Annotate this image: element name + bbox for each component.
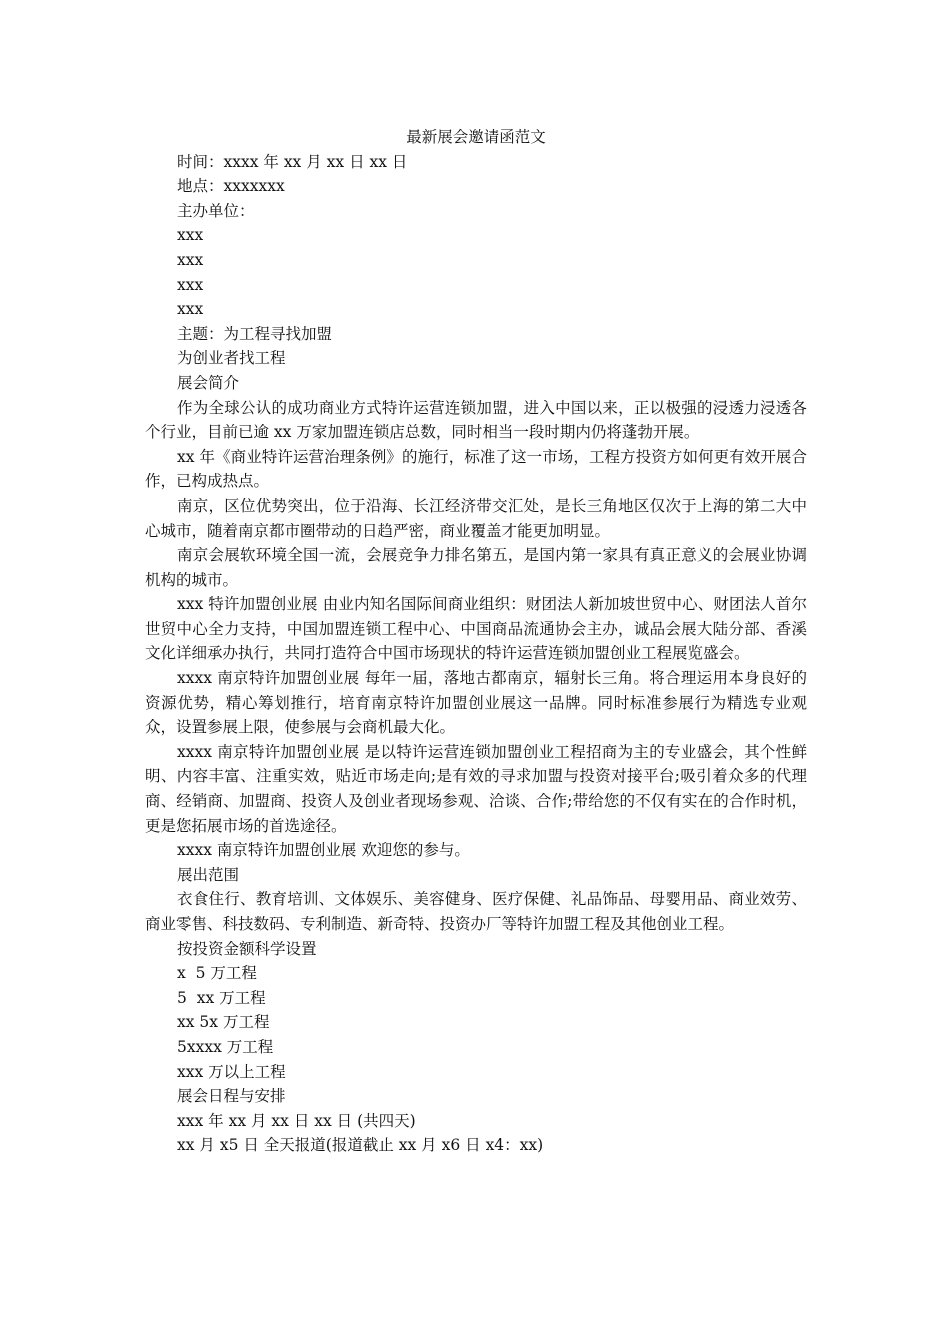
document-title: 最新展会邀请函范文 [406, 128, 546, 146]
intro-paragraph: xx 年《商业特许运营治理条例》的施行，标准了这一市场，工程方投资方如何更有效开展合作，已构成热点。 [145, 447, 807, 491]
theme-line-2: 为创业者找工程 [177, 349, 286, 368]
investment-item: xxx 万以上工程 [177, 1062, 286, 1081]
organizer-item: xxx [177, 300, 204, 319]
intro-paragraph: 南京会展软环境全国一流，会展竞争力排名第五，是国内第一家具有真正意义的会展业协调机构的城市。 [145, 546, 807, 589]
investment-item: 5xxxx 万工程 [177, 1037, 274, 1056]
intro-paragraph: xxxx 南京特许加盟创业展 每年一届，落地古都南京，辐射长三角。将合理运用本身良好的资源优势，精心筹划推行，培育南京特许加盟创业展这一品牌。同时标准参展行为精选专业观众，设置参展上限，使参展与会商机最大化。 [145, 669, 807, 737]
organizer-item: xxx [177, 275, 204, 294]
scope-heading: 展出范围 [177, 865, 240, 884]
intro-paragraph: xxxx 南京特许加盟创业展 欢迎您的参与。 [177, 841, 470, 860]
intro-heading: 展会简介 [177, 373, 240, 392]
scope-paragraph: 衣食住行、教育培训、文体娱乐、美容健身、医疗保健、礼品饰品、母婴用品、商业效劳、商业零售、科技数码、专利制造、新奇特、投资办厂等特许加盟工程及其他创业工程。 [145, 890, 807, 933]
organizer-item: xxx [177, 226, 204, 245]
intro-paragraph: 南京，区位优势突出，位于沿海、长江经济带交汇处，是长三角地区仅次于上海的第二大中心城市，随着南京都市圈带动的日趋严密，商业覆盖才能更加明显。 [145, 496, 807, 540]
schedule-heading: 展会日程与安排 [177, 1087, 286, 1106]
theme-line: 主题：为工程寻找加盟 [177, 324, 333, 343]
time-line: 时间：xxxx 年 xx 月 xx 日 xx 日 [177, 152, 408, 171]
organizer-label: 主办单位： [177, 201, 255, 220]
schedule-item: xxx 年 xx 月 xx 日 xx 日 (共四天) [177, 1111, 416, 1130]
place-line: 地点：xxxxxxx [177, 177, 285, 196]
investment-item: xx 5x 万工程 [177, 1013, 270, 1032]
intro-paragraph: xxx 特许加盟创业展 由业内知名国际间商业组织：财团法人新加坡世贸中心、财团法人首尔世贸中心全力支持，中国加盟连锁工程中心、中国商品流通协会主办，诚品会展大陆分部、香溪文化详细承办执行，共同打造符合中国市场现状的特许运营连锁加盟创业工程展览盛会。 [145, 595, 807, 663]
investment-heading: 按投资金额科学设置 [177, 939, 317, 958]
document-page [145, 125, 807, 1158]
intro-paragraph: 作为全球公认的成功商业方式特许运营连锁加盟，进入中国以来，正以极强的浸透力浸透各个行业，目前已逾 xx 万家加盟连锁店总数，同时相当一段时期内仍将蓬勃开展。 [145, 398, 807, 442]
schedule-item: xx 月 x5 日 全天报道(报道截止 xx 月 x6 日 x4：xx) [177, 1136, 544, 1155]
investment-item: 5 xx 万工程 [177, 988, 266, 1007]
organizer-item: xxx [177, 250, 204, 269]
intro-paragraph: xxxx 南京特许加盟创业展 是以特许运营连锁加盟创业工程招商为主的专业盛会，其个性鲜明、内容丰富、注重实效，贴近市场走向;是有效的寻求加盟与投资对接平台;吸引着众多的代理商、经销商、加盟商、投资人及创业者现场参观、洽谈、合作;带给您的不仅有实在的合作时机，更是您拓展市场的首选途径。 [145, 742, 807, 835]
investment-item: x 5 万工程 [177, 964, 257, 983]
